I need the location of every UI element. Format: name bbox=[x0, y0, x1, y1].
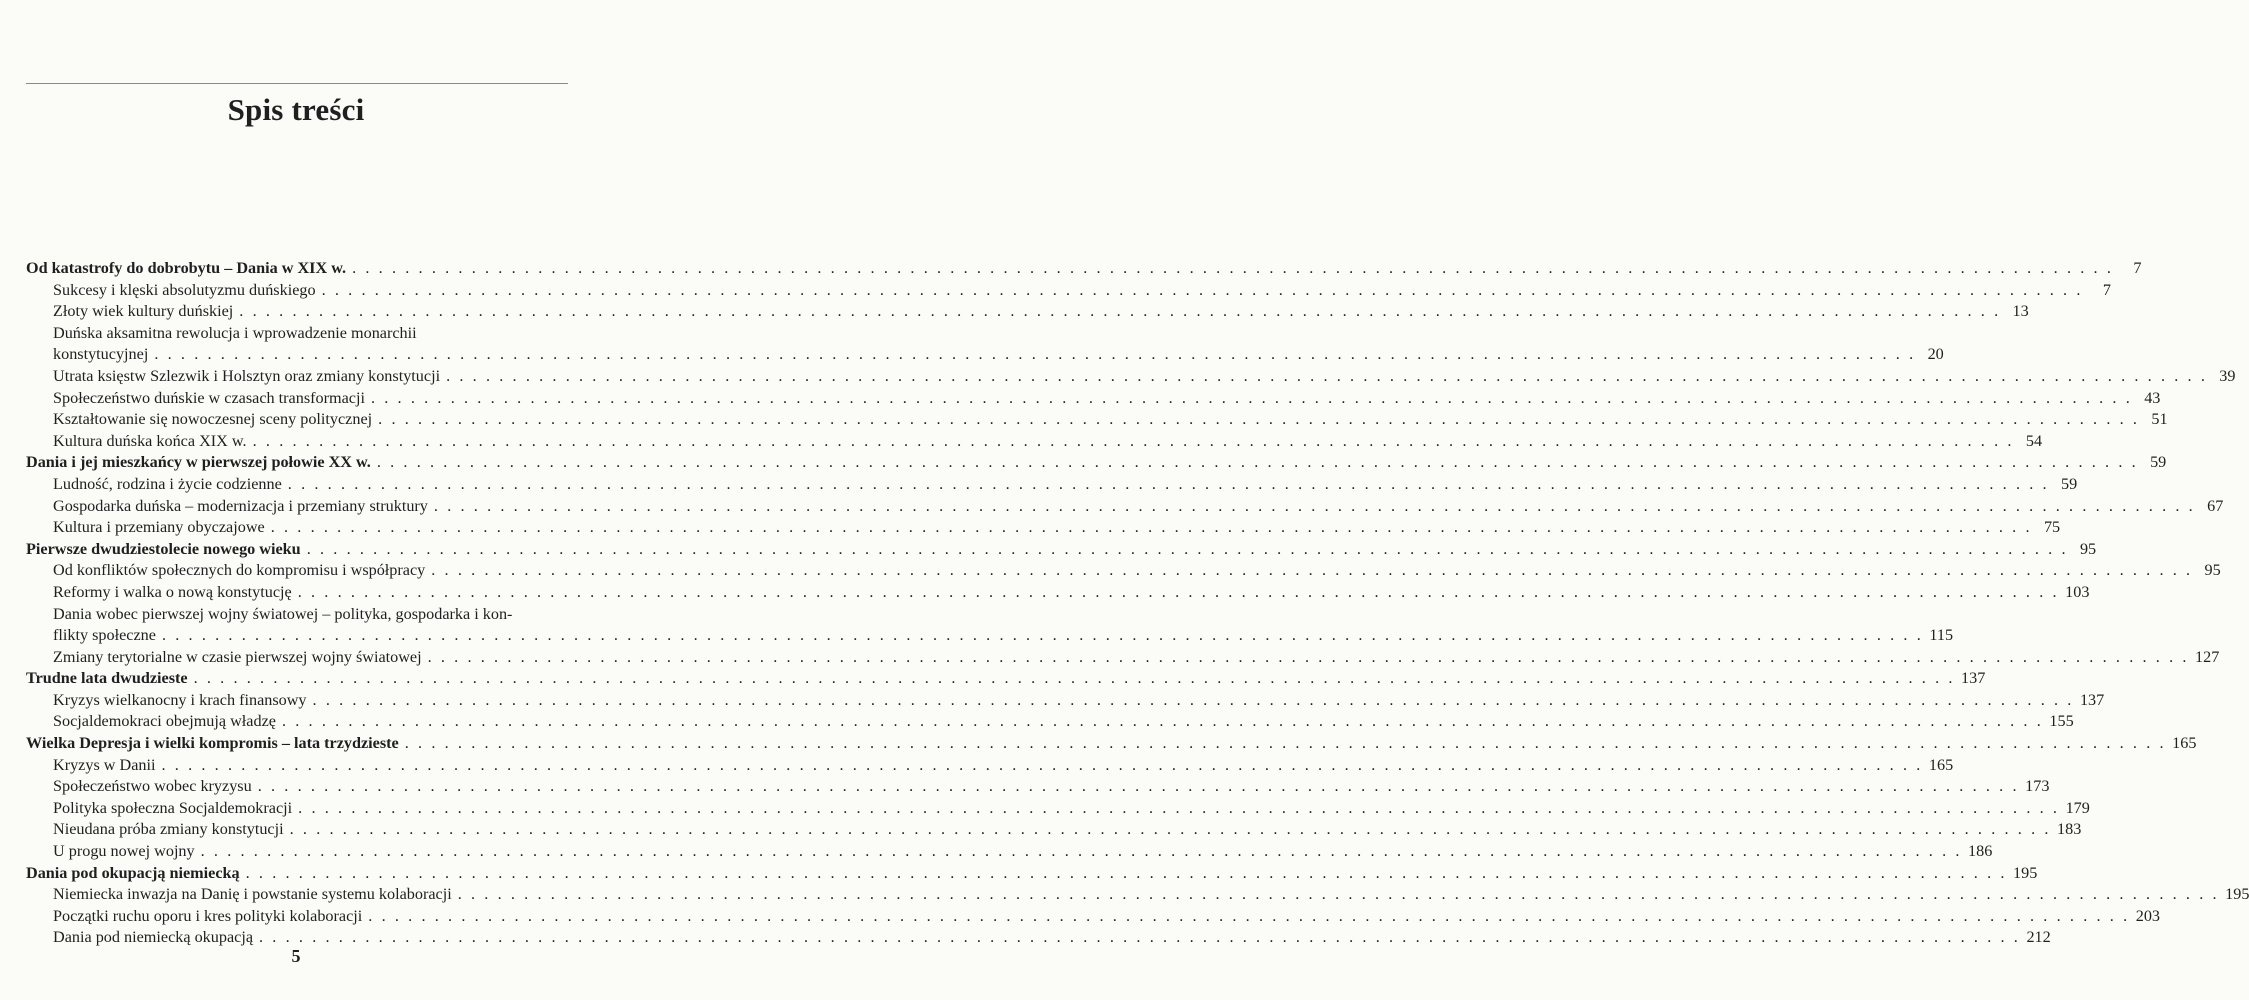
section-title: Reformy i walka o nową konstytucję bbox=[53, 582, 292, 601]
toc-section-row bbox=[26, 582, 2090, 604]
toc-page-number: 51 bbox=[2151, 410, 2168, 429]
chapter-title: Trudne lata dwudzieste bbox=[26, 669, 188, 688]
chapter-title: Dania i jej mieszkańcy w pierwszej połowie XX w. bbox=[26, 453, 371, 472]
toc-page-number: 7 bbox=[2133, 259, 2142, 277]
toc-page-number: 212 bbox=[2026, 928, 2051, 947]
dot-leader: . . . . . . . . . . . . . . . . . . . . . . . . . . . . . . . . . . . . . . . . . . . . . . . . . . . . . . . . . . . . . . . . . . . . . . . . . . . . . . . . . . . . . . . . . . . . . . . . . . . . . . . . . . . . . . . . . . . . . . . . . . . . . . . . . . . . . bbox=[287, 474, 2050, 493]
toc-entry-text-line: Dania wobec pierwszej wojny światowej – polityka, gospodarka i kon- bbox=[53, 604, 513, 623]
toc-page-number: 173 bbox=[2025, 777, 2050, 796]
toc-page-number: 95 bbox=[2204, 561, 2221, 580]
toc-section-row bbox=[26, 366, 2236, 388]
toc-page-number: 179 bbox=[2065, 798, 2090, 817]
toc-section-row bbox=[26, 344, 1944, 366]
section-title: flikty społeczne bbox=[53, 626, 156, 645]
section-title: Sukcesy i klęski absolutyzmu duńskiego bbox=[53, 280, 316, 299]
toc-page-number: 137 bbox=[2079, 690, 2105, 709]
section-title: Ludność, rodzina i życie codzienne bbox=[53, 474, 282, 493]
dot-leader: . . . . . . . . . . . . . . . . . . . . . . . . . . . . . . . . . . . . . . . . . . . . . . . . . . . . . . . . . . . . . . . . . . . . . . . . . . . . . . . . . . . . . . . . . . . . . . . . . . . . . . . . . . . . . . . . . . . . . . . . . . . . . . . . . . . . . bbox=[368, 906, 2130, 925]
dot-leader: . . . . . . . . . . . . . . . . . . . . . . . . . . . . . . . . . . . . . . . . . . . . . . . . . . . . . . . . . . . . . . . . . . . . . . . . . . . . . . . . . . . . . . . . . . . . . . . . . . . . . . . . . . . . . . . . . . . . . . . . . . . . . . . . . . . . . bbox=[298, 798, 2060, 817]
toc-chapter-row bbox=[26, 452, 2167, 474]
dot-leader: . . . . . . . . . . . . . . . . . . . . . . . . . . . . . . . . . . . . . . . . . . . . . . . . . . . . . . . . . . . . . . . . . . . . . . . . . . . . . . . . . . . . . . . . . . . . . . . . . . . . . . . . . . . . . . . . . . . . . . . . . . . . . . . . . . . . . bbox=[270, 518, 2033, 537]
page-title: Spis treści bbox=[227, 92, 365, 127]
toc-page-number: 67 bbox=[2207, 496, 2224, 515]
section-title: Gospodarka duńska – modernizacja i przemiany struktury bbox=[53, 496, 428, 515]
section-title: Dania pod niemiecką okupacją bbox=[53, 928, 254, 947]
toc-page-number: 95 bbox=[2079, 539, 2097, 558]
toc-page-number: 13 bbox=[2012, 302, 2029, 321]
toc-section-row bbox=[26, 690, 2105, 712]
section-title: Kryzys wielkanocny i krach finansowy bbox=[53, 690, 307, 709]
dot-leader: . . . . . . . . . . . . . . . . . . . . . . . . . . . . . . . . . . . . . . . . . . . . . . . . . . . . . . . . . . . . . . . . . . . . . . . . . . . . . . . . . . . . . . . . . . . . . . . . . . . . . . . . . . . . . . . . . . . . . . . . . . . . . . . . . . . . . bbox=[306, 539, 2069, 558]
section-title: Zmiany terytorialne w czasie pierwszej wojny światowej bbox=[53, 647, 422, 666]
toc-section-row bbox=[26, 776, 2050, 798]
section-title: Kształtowanie się nowoczesnej sceny politycznej bbox=[53, 410, 373, 429]
dot-leader: . . . . . . . . . . . . . . . . . . . . . . . . . . . . . . . . . . . . . . . . . . . . . . . . . . . . . . . . . . . . . . . . . . . . . . . . . . . . . . . . . . . . . . . . . . . . . . . . . . . . . . . . . . . . . . . . . . . . . . . . . . . . . . . . . . . . . bbox=[257, 777, 2020, 796]
toc-chapter-row bbox=[26, 733, 2197, 755]
dot-leader: . . . . . . . . . . . . . . . . . . . . . . . . . . . . . . . . . . . . . . . . . . . . . . . . . . . . . . . . . . . . . . . . . . . . . . . . . . . . . . . . . . . . . . . . . . . . . . . . . . . . . . . . . . . . . . . . . . . . . . . . . . . . . . . . . . . . . bbox=[239, 302, 2001, 321]
toc-page-number: 103 bbox=[2065, 582, 2090, 601]
section-title: Złoty wiek kultury duńskiej bbox=[53, 302, 234, 321]
dot-leader: . . . . . . . . . . . . . . . . . . . . . . . . . . . . . . . . . . . . . . . . . . . . . . . . . . . . . . . . . . . . . . . . . . . . . . . . . . . . . . . . . . . . . . . . . . . . . . . . . . . . . . . . . . . . . . . . . . . . . . . . . . . . . . . . . . . . . bbox=[431, 561, 2193, 580]
toc-section-row bbox=[26, 625, 1954, 647]
dot-leader: . . . . . . . . . . . . . . . . . . . . . . . . . . . . . . . . . . . . . . . . . . . . . . . . . . . . . . . . . . . . . . . . . . . . . . . . . . . . . . . . . . . . . . . . . . . . . . . . . . . . . . . . . . . . . . . . . . . . . . . . . . . . . . . . . . . . . bbox=[378, 410, 2140, 429]
section-title: Kultura i przemiany obyczajowe bbox=[53, 518, 265, 537]
dot-leader: . . . . . . . . . . . . . . . . . . . . . . . . . . . . . . . . . . . . . . . . . . . . . . . . . . . . . . . . . . . . . . . . . . . . . . . . . . . . . . . . . . . . . . . . . . . . . . . . . . . . . . . . . . . . . . . . . . . . . . . . . . . . . . . . . . . . . bbox=[193, 669, 1956, 688]
section-title: Kryzys w Danii bbox=[53, 755, 156, 774]
section-title: U progu nowej wojny bbox=[53, 842, 195, 861]
dot-leader: . . . . . . . . . . . . . . . . . . . . . . . . . . . . . . . . . . . . . . . . . . . . . . . . . . . . . . . . . . . . . . . . . . . . . . . . . . . . . . . . . . . . . . . . . . . . . . . . . . . . . . . . . . . . . . . . . . . . . . . . . . . . . . . . . . . . . bbox=[245, 863, 2008, 882]
toc-page-number: 7 bbox=[2102, 280, 2111, 299]
chapter-title: Dania pod okupacją niemiecką bbox=[26, 863, 240, 882]
toc-page-number: 54 bbox=[2025, 431, 2043, 450]
dot-leader: . . . . . . . . . . . . . . . . . . . . . . . . . . . . . . . . . . . . . . . . . . . . . . . . . . . . . . . . . . . . . . . . . . . . . . . . . . . . . . . . . . . . . . . . . . . . . . . . . . . . . . . . . . . . . . . . . . . . . . . . . . . . . . . . . . . . . bbox=[281, 712, 2044, 731]
dot-leader: . . . . . . . . . . . . . . . . . . . . . . . . . . . . . . . . . . . . . . . . . . . . . . . . . . . . . . . . . . . . . . . . . . . . . . . . . . . . . . . . . . . . . . . . . . . . . . . . . . . . . . . . . . . . . . . . . . . . . . . . . . . . . . . . . . . . . bbox=[352, 259, 2114, 277]
toc-page-number: 115 bbox=[1929, 626, 1954, 645]
toc-chapter-row bbox=[26, 668, 1986, 690]
section-title: Niemiecka inwazja na Danię i powstanie systemu kolaboracji bbox=[53, 885, 452, 904]
toc-section-row bbox=[26, 755, 1954, 777]
dot-leader: . . . . . . . . . . . . . . . . . . . . . . . . . . . . . . . . . . . . . . . . . . . . . . . . . . . . . . . . . . . . . . . . . . . . . . . . . . . . . . . . . . . . . . . . . . . . . . . . . . . . . . . . . . . . . . . . . . . . . . . . . . . . . . . . . . . . . bbox=[446, 366, 2208, 385]
dot-leader: . . . . . . . . . . . . . . . . . . . . . . . . . . . . . . . . . . . . . . . . . . . . . . . . . . . . . . . . . . . . . . . . . . . . . . . . . . . . . . . . . . . . . . . . . . . . . . . . . . . . . . . . . . . . . . . . . . . . . . . . . . . . . . . . . . . . . bbox=[252, 431, 2015, 450]
toc-page-number: 39 bbox=[2219, 366, 2236, 385]
section-title: Utrata księstw Szlezwik i Holsztyn oraz zmiany konstytucji bbox=[53, 366, 441, 385]
section-title: Społeczeństwo duńskie w czasach transformacji bbox=[53, 388, 365, 407]
page-number: 5 bbox=[291, 946, 301, 966]
section-title: Kultura duńska końca XIX w. bbox=[53, 431, 247, 450]
section-title: Socjaldemokraci obejmują władzę bbox=[53, 712, 276, 731]
top-rule bbox=[26, 83, 568, 84]
toc-section-row bbox=[26, 841, 1993, 863]
section-title: Społeczeństwo wobec kryzysu bbox=[53, 777, 252, 796]
toc-page-number: 59 bbox=[2150, 453, 2167, 472]
toc-section-row bbox=[26, 560, 2221, 582]
dot-leader: . . . . . . . . . . . . . . . . . . . . . . . . . . . . . . . . . . . . . . . . . . . . . . . . . . . . . . . . . . . . . . . . . . . . . . . . . . . . . . . . . . . . . . . . . . . . . . . . . . . . . . . . . . . . . . . . . . . . . . . . . . . . . . . . . . . . . bbox=[259, 928, 2021, 947]
toc-page-number: 183 bbox=[2057, 820, 2082, 839]
chapter-title: Od katastrofy do dobrobytu – Dania w XIX w. bbox=[26, 259, 347, 277]
dot-leader: . . . . . . . . . . . . . . . . . . . . . . . . . . . . . . . . . . . . . . . . . . . . . . . . . . . . . . . . . . . . . . . . . . . . . . . . . . . . . . . . . . . . . . . . . . . . . . . . . . . . . . . . . . . . . . . . . . . . . . . . . . . . . . . . . . . . . bbox=[404, 734, 2167, 753]
toc-chapter-row bbox=[26, 258, 2142, 280]
toc-page-number: 165 bbox=[2172, 734, 2197, 753]
dot-leader: . . . . . . . . . . . . . . . . . . . . . . . . . . . . . . . . . . . . . . . . . . . . . . . . . . . . . . . . . . . . . . . . . . . . . . . . . . . . . . . . . . . . . . . . . . . . . . . . . . . . . . . . . . . . . . . . . . . . . . . . . . . . . . . . . . . . . bbox=[161, 626, 1924, 645]
dot-leader: . . . . . . . . . . . . . . . . . . . . . . . . . . . . . . . . . . . . . . . . . . . . . . . . . . . . . . . . . . . . . . . . . . . . . . . . . . . . . . . . . . . . . . . . . . . . . . . . . . . . . . . . . . . . . . . . . . . . . . . . . . . . . . . . . . . . . bbox=[376, 453, 2139, 472]
toc-section-row bbox=[26, 409, 2168, 431]
toc-section-row bbox=[26, 711, 2074, 733]
toc-page-number: 59 bbox=[2061, 474, 2078, 493]
toc-section-row bbox=[26, 431, 2043, 453]
toc-section-row bbox=[26, 647, 2220, 669]
toc-section-row bbox=[26, 884, 2249, 906]
dot-leader: . . . . . . . . . . . . . . . . . . . . . . . . . . . . . . . . . . . . . . . . . . . . . . . . . . . . . . . . . . . . . . . . . . . . . . . . . . . . . . . . . . . . . . . . . . . . . . . . . . . . . . . . . . . . . . . . . . . . . . . . . . . . . . . . . . . . . bbox=[161, 755, 1923, 774]
section-title: Początki ruchu oporu i kres polityki kolaboracji bbox=[53, 906, 363, 925]
toc-section-row bbox=[26, 301, 2029, 323]
toc-chapter-row bbox=[26, 863, 2038, 885]
section-title: konstytucyjnej bbox=[53, 345, 149, 364]
toc-section-row bbox=[26, 388, 2161, 410]
toc-page-number: 20 bbox=[1927, 345, 1944, 364]
toc-page-number: 165 bbox=[1928, 755, 1954, 774]
toc-page-number: 43 bbox=[2144, 388, 2161, 407]
section-title: Od konfliktów społecznych do kompromisu i współpracy bbox=[53, 561, 426, 580]
toc-section-row bbox=[26, 798, 2090, 820]
dot-leader: . . . . . . . . . . . . . . . . . . . . . . . . . . . . . . . . . . . . . . . . . . . . . . . . . . . . . . . . . . . . . . . . . . . . . . . . . . . . . . . . . . . . . . . . . . . . . . . . . . . . . . . . . . . . . . . . . . . . . . . . . . . . . . . . . . . . . bbox=[312, 690, 2074, 709]
toc-page-number: 127 bbox=[2195, 647, 2220, 666]
toc-section-row bbox=[26, 496, 2224, 518]
toc-page-number: 186 bbox=[1968, 842, 1993, 861]
dot-leader: . . . . . . . . . . . . . . . . . . . . . . . . . . . . . . . . . . . . . . . . . . . . . . . . . . . . . . . . . . . . . . . . . . . . . . . . . . . . . . . . . . . . . . . . . . . . . . . . . . . . . . . . . . . . . . . . . . . . . . . . . . . . . . . . . . . . . bbox=[457, 885, 2220, 904]
toc-section-row bbox=[26, 906, 2160, 928]
toc-page-number: 155 bbox=[2049, 712, 2074, 731]
toc-section-row bbox=[26, 819, 2082, 841]
dot-leader: . . . . . . . . . . . . . . . . . . . . . . . . . . . . . . . . . . . . . . . . . . . . . . . . . . . . . . . . . . . . . . . . . . . . . . . . . . . . . . . . . . . . . . . . . . . . . . . . . . . . . . . . . . . . . . . . . . . . . . . . . . . . . . . . . . . . . bbox=[200, 842, 1963, 861]
dot-leader: . . . . . . . . . . . . . . . . . . . . . . . . . . . . . . . . . . . . . . . . . . . . . . . . . . . . . . . . . . . . . . . . . . . . . . . . . . . . . . . . . . . . . . . . . . . . . . . . . . . . . . . . . . . . . . . . . . . . . . . . . . . . . . . . . . . . . bbox=[297, 582, 2060, 601]
dot-leader: . . . . . . . . . . . . . . . . . . . . . . . . . . . . . . . . . . . . . . . . . . . . . . . . . . . . . . . . . . . . . . . . . . . . . . . . . . . . . . . . . . . . . . . . . . . . . . . . . . . . . . . . . . . . . . . . . . . . . . . . . . . . . . . . . . . . . bbox=[321, 280, 2083, 299]
toc-page-number: 137 bbox=[1961, 669, 1986, 688]
toc-section-row bbox=[26, 280, 2111, 302]
toc-page-number: 203 bbox=[2135, 906, 2160, 925]
toc-section-row bbox=[26, 517, 2061, 539]
toc-page-number: 75 bbox=[2043, 518, 2061, 537]
dot-leader: . . . . . . . . . . . . . . . . . . . . . . . . . . . . . . . . . . . . . . . . . . . . . . . . . . . . . . . . . . . . . . . . . . . . . . . . . . . . . . . . . . . . . . . . . . . . . . . . . . . . . . . . . . . . . . . . . . . . . . . . . . . . . . . . . . . . . bbox=[427, 647, 2190, 666]
dot-leader: . . . . . . . . . . . . . . . . . . . . . . . . . . . . . . . . . . . . . . . . . . . . . . . . . . . . . . . . . . . . . . . . . . . . . . . . . . . . . . . . . . . . . . . . . . . . . . . . . . . . . . . . . . . . . . . . . . . . . . . . . . . . . . . . . . . . . bbox=[370, 388, 2133, 407]
toc-section-row bbox=[26, 474, 2078, 496]
toc-chapter-row bbox=[26, 539, 2097, 561]
dot-leader: . . . . . . . . . . . . . . . . . . . . . . . . . . . . . . . . . . . . . . . . . . . . . . . . . . . . . . . . . . . . . . . . . . . . . . . . . . . . . . . . . . . . . . . . . . . . . . . . . . . . . . . . . . . . . . . . . . . . . . . . . . . . . . . . . . . . . bbox=[289, 820, 2052, 839]
dot-leader: . . . . . . . . . . . . . . . . . . . . . . . . . . . . . . . . . . . . . . . . . . . . . . . . . . . . . . . . . . . . . . . . . . . . . . . . . . . . . . . . . . . . . . . . . . . . . . . . . . . . . . . . . . . . . . . . . . . . . . . . . . . . . . . . . . . . . bbox=[154, 345, 1916, 364]
chapter-title: Pierwsze dwudziestolecie nowego wieku bbox=[26, 539, 301, 558]
section-title: Polityka społeczna Socjaldemokracji bbox=[53, 798, 293, 817]
dot-leader: . . . . . . . . . . . . . . . . . . . . . . . . . . . . . . . . . . . . . . . . . . . . . . . . . . . . . . . . . . . . . . . . . . . . . . . . . . . . . . . . . . . . . . . . . . . . . . . . . . . . . . . . . . . . . . . . . . . . . . . . . . . . . . . . . . . . . bbox=[433, 496, 2196, 515]
toc-entry-text-line: Duńska aksamitna rewolucja i wprowadzenie monarchii bbox=[53, 323, 417, 342]
toc-page-number: 195 bbox=[2013, 863, 2038, 882]
table-of-contents bbox=[26, 258, 2249, 949]
section-title: Nieudana próba zmiany konstytucji bbox=[53, 820, 284, 839]
chapter-title: Wielka Depresja i wielki kompromis – lata trzydzieste bbox=[26, 734, 399, 753]
toc-page-number: 195 bbox=[2225, 885, 2249, 904]
